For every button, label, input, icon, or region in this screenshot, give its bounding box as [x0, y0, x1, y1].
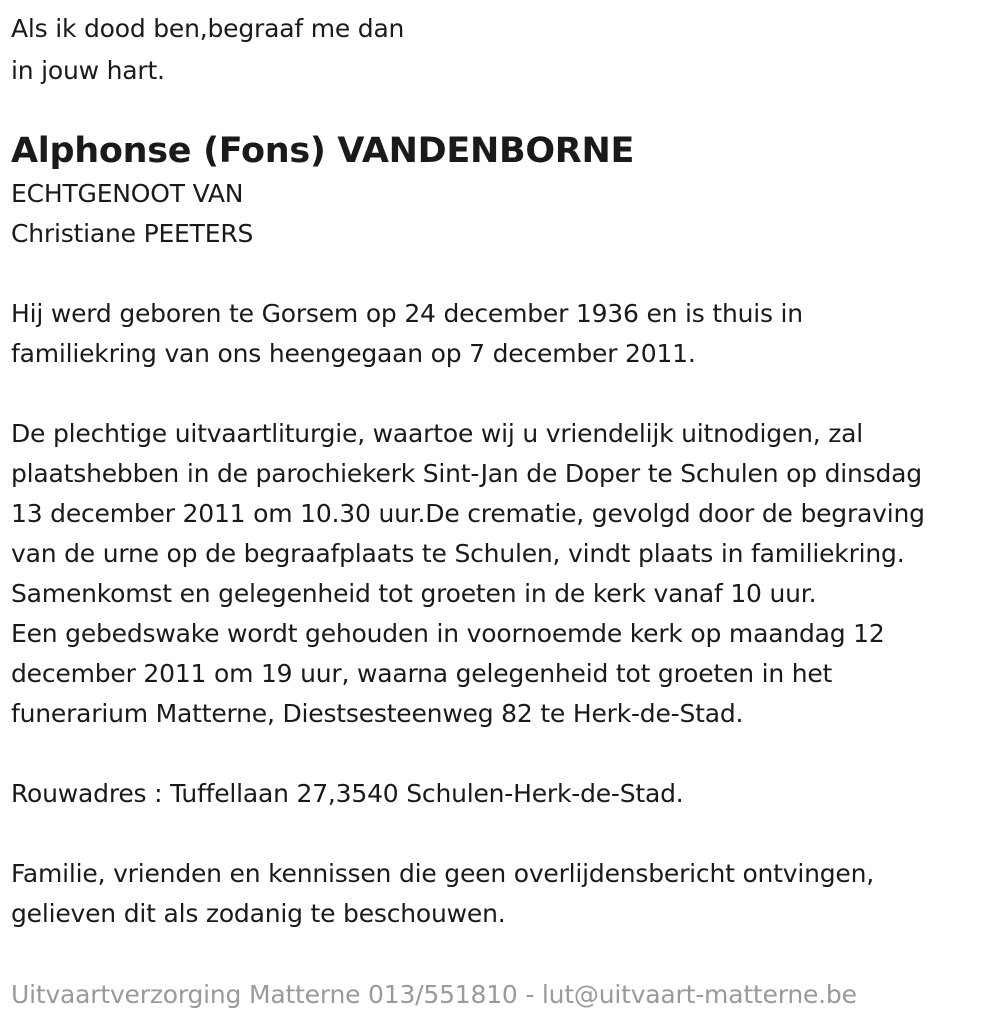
- funeral-home-footer: Uitvaartverzorging Matterne 013/551810 - lut@uitvaart-matterne.be: [11, 980, 857, 1009]
- deceased-name: Alphonse (Fons) VANDENBORNE: [11, 131, 635, 171]
- paragraph-line: van de urne op de begraafplaats te Schulen, vindt plaats in familiekring.: [11, 539, 905, 568]
- paragraph-line: Een gebedswake wordt gehouden in voornoemde kerk op maandag 12: [11, 619, 885, 648]
- obituary-notice: [11, 8, 996, 934]
- birth-death-paragraph: [11, 294, 996, 374]
- notice-paragraph: [11, 854, 996, 934]
- quote-line: Als ik dood ben,begraaf me dan: [11, 14, 405, 43]
- paragraph-line: Hij werd geboren te Gorsem op 24 december 1936 en is thuis in: [11, 299, 803, 328]
- relation-label: ECHTGENOOT VAN: [11, 179, 244, 208]
- paragraph-line: Familie, vrienden en kennissen die geen overlijdensbericht ontvingen,: [11, 859, 875, 888]
- quote-line: in jouw hart.: [11, 56, 165, 85]
- paragraph-line: Samenkomst en gelegenheid tot groeten in de kerk vanaf 10 uur.: [11, 579, 817, 608]
- mourning-address: [11, 774, 996, 814]
- address-line: Rouwadres : Tuffellaan 27,3540 Schulen-Herk-de-Stad.: [11, 779, 684, 808]
- paragraph-line: De plechtige uitvaartliturgie, waartoe wij u vriendelijk uitnodigen, zal: [11, 419, 864, 448]
- paragraph-line: funerarium Matterne, Diestsesteenweg 82 te Herk-de-Stad.: [11, 699, 744, 728]
- paragraph-line: 13 december 2011 om 10.30 uur.De crematie, gevolgd door de begraving: [11, 499, 925, 528]
- spouse-name: Christiane PEETERS: [11, 219, 254, 248]
- paragraph-line: gelieven dit als zodanig te beschouwen.: [11, 899, 506, 928]
- memorial-quote: [11, 8, 996, 92]
- paragraph-line: december 2011 om 19 uur, waarna gelegenheid tot groeten in het: [11, 659, 833, 688]
- ceremony-paragraph: [11, 414, 996, 734]
- paragraph-line: familiekring van ons heengegaan op 7 december 2011.: [11, 339, 696, 368]
- paragraph-line: plaatshebben in de parochiekerk Sint-Jan de Doper te Schulen op dinsdag: [11, 459, 922, 488]
